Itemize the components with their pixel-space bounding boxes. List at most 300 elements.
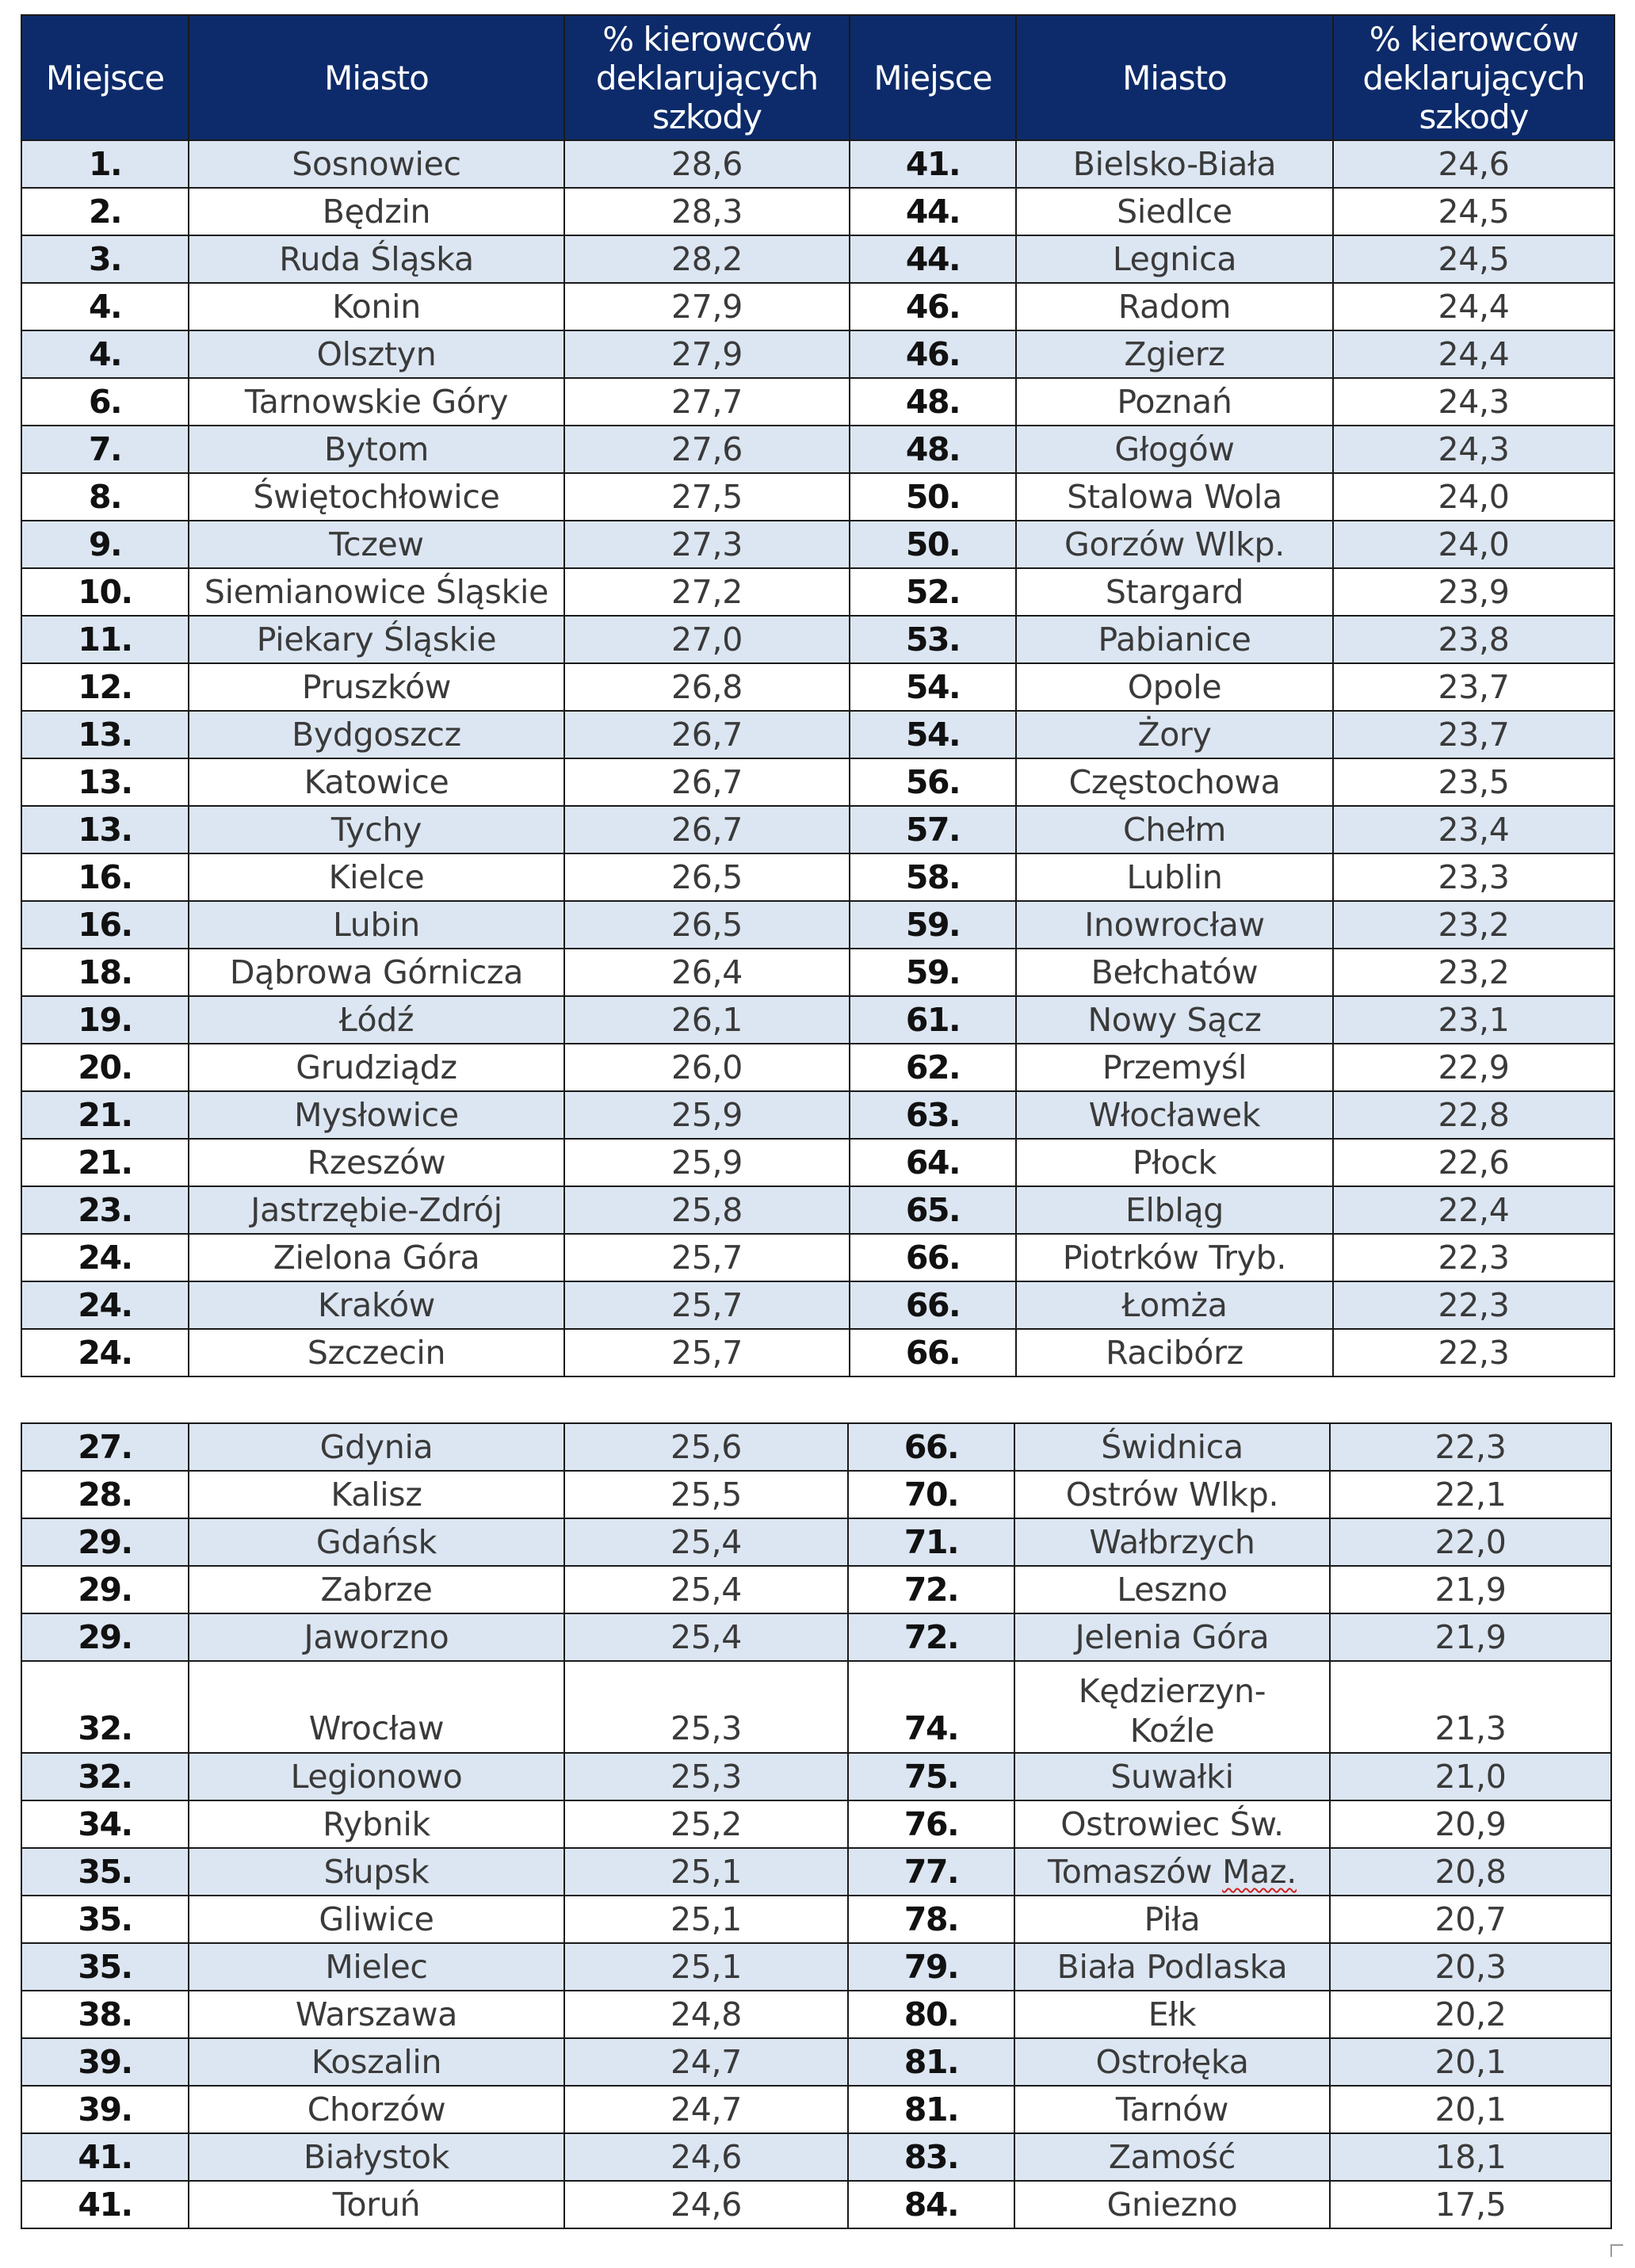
percent-cell: 25,8 [564, 1186, 850, 1234]
percent-cell: 25,1 [564, 1848, 848, 1896]
percent-cell: 23,2 [1333, 901, 1614, 949]
city-cell: Bytom [189, 426, 564, 473]
city-cell: Wrocław [189, 1661, 564, 1753]
city-name-line: Koźle [1129, 1712, 1215, 1750]
percent-cell: 22,3 [1333, 1281, 1614, 1329]
city-cell: Gliwice [189, 1896, 564, 1943]
rank-cell: 50. [850, 521, 1016, 568]
rank-cell: 39. [21, 2038, 189, 2086]
city-cell: Jelenia Góra [1014, 1613, 1330, 1661]
city-cell: Kraków [189, 1281, 564, 1329]
header-rank: Miejsce [850, 15, 1016, 140]
city-cell: Zgierz [1016, 330, 1333, 378]
table-row [21, 378, 1614, 426]
header-percent-line: % kierowców [602, 19, 812, 59]
table-row [21, 1896, 1611, 1943]
percent-cell: 27,2 [564, 568, 850, 616]
percent-cell: 25,1 [564, 1896, 848, 1943]
percent-cell: 20,1 [1330, 2038, 1611, 2086]
rank-cell: 52. [850, 568, 1016, 616]
city-cell: Inowrocław [1016, 901, 1333, 949]
percent-cell: 23,1 [1333, 996, 1614, 1044]
percent-cell: 28,6 [564, 140, 850, 188]
rank-cell: 3. [21, 235, 189, 283]
percent-cell: 25,5 [564, 1471, 848, 1518]
city-cell: Tarnowskie Góry [189, 378, 564, 426]
city-cell: Suwałki [1014, 1753, 1330, 1800]
rank-cell: 21. [21, 1139, 189, 1186]
city-cell [1014, 1661, 1330, 1753]
city-cell: Racibórz [1016, 1329, 1333, 1376]
rank-cell: 35. [21, 1896, 189, 1943]
table-row [21, 663, 1614, 711]
city-cell: Zabrze [189, 1566, 564, 1613]
percent-cell: 24,7 [564, 2038, 848, 2086]
city-cell: Jaworzno [189, 1613, 564, 1661]
percent-cell: 23,4 [1333, 806, 1614, 853]
city-cell: Lubin [189, 901, 564, 949]
rank-cell: 65. [850, 1186, 1016, 1234]
rank-cell: 18. [21, 949, 189, 996]
city-cell: Toruń [189, 2181, 564, 2228]
percent-cell: 27,9 [564, 330, 850, 378]
rank-cell: 2. [21, 188, 189, 235]
rank-cell: 56. [850, 758, 1016, 806]
table-row [21, 1991, 1611, 2038]
table-row [21, 235, 1614, 283]
header-percent [1333, 15, 1614, 140]
rank-cell: 13. [21, 758, 189, 806]
city-cell: Bydgoszcz [189, 711, 564, 758]
percent-cell: 24,4 [1333, 283, 1614, 330]
rank-cell: 62. [850, 1044, 1016, 1091]
table-row [21, 1423, 1611, 1471]
city-cell: Pruszków [189, 663, 564, 711]
percent-cell: 26,0 [564, 1044, 850, 1091]
rank-cell: 12. [21, 663, 189, 711]
rank-cell: 7. [21, 426, 189, 473]
city-cell: Opole [1016, 663, 1333, 711]
city-cell: Dąbrowa Górnicza [189, 949, 564, 996]
percent-cell: 22,4 [1333, 1186, 1614, 1234]
rank-cell: 46. [850, 330, 1016, 378]
percent-cell: 26,8 [564, 663, 850, 711]
city-cell: Mielec [189, 1943, 564, 1991]
city-cell: Stargard [1016, 568, 1333, 616]
table-row [21, 949, 1614, 996]
percent-cell: 25,9 [564, 1091, 850, 1139]
city-cell: Świdnica [1014, 1423, 1330, 1471]
rank-cell: 64. [850, 1139, 1016, 1186]
rank-cell: 72. [848, 1613, 1014, 1661]
table-row [21, 901, 1614, 949]
table-row [21, 2181, 1611, 2228]
table-row [21, 853, 1614, 901]
city-cell: Szczecin [189, 1329, 564, 1376]
percent-cell: 20,2 [1330, 1991, 1611, 2038]
ranking-table-bottom [21, 1422, 1612, 2229]
percent-cell: 26,7 [564, 806, 850, 853]
table-row [21, 1471, 1611, 1518]
rank-cell: 70. [848, 1471, 1014, 1518]
rank-cell: 29. [21, 1566, 189, 1613]
percent-cell: 21,3 [1330, 1661, 1611, 1753]
percent-cell: 28,3 [564, 188, 850, 235]
table-row [21, 283, 1614, 330]
percent-cell: 25,4 [564, 1613, 848, 1661]
percent-cell: 27,0 [564, 616, 850, 663]
rank-cell: 10. [21, 568, 189, 616]
city-cell: Ostrów Wlkp. [1014, 1471, 1330, 1518]
city-cell: Płock [1016, 1139, 1333, 1186]
city-cell: Koszalin [189, 2038, 564, 2086]
city-cell: Legionowo [189, 1753, 564, 1800]
rank-cell: 48. [850, 378, 1016, 426]
ranking-table-top [21, 14, 1615, 1377]
table-row [21, 521, 1614, 568]
city-cell: Słupsk [189, 1848, 564, 1896]
rank-cell: 57. [850, 806, 1016, 853]
percent-cell: 27,6 [564, 426, 850, 473]
percent-cell: 24,0 [1333, 521, 1614, 568]
percent-cell: 22,3 [1333, 1234, 1614, 1281]
table-row [21, 1091, 1614, 1139]
city-cell: Ruda Śląska [189, 235, 564, 283]
city-cell: Ostrowiec Św. [1014, 1800, 1330, 1848]
table-row [21, 2038, 1611, 2086]
rank-cell: 76. [848, 1800, 1014, 1848]
rank-cell: 13. [21, 711, 189, 758]
city-cell: Tczew [189, 521, 564, 568]
table-row [21, 1234, 1614, 1281]
percent-cell: 20,7 [1330, 1896, 1611, 1943]
percent-cell: 27,9 [564, 283, 850, 330]
rank-cell: 29. [21, 1518, 189, 1566]
city-cell: Radom [1016, 283, 1333, 330]
percent-cell: 26,7 [564, 758, 850, 806]
rank-cell: 77. [848, 1848, 1014, 1896]
header-percent-line: szkody [652, 97, 762, 136]
rank-cell: 16. [21, 901, 189, 949]
percent-cell: 25,3 [564, 1661, 848, 1753]
table-row [21, 1800, 1611, 1848]
table-row [21, 1613, 1611, 1661]
percent-cell: 22,0 [1330, 1518, 1611, 1566]
rank-cell: 4. [21, 330, 189, 378]
percent-cell: 26,5 [564, 901, 850, 949]
percent-cell: 24,3 [1333, 426, 1614, 473]
city-cell: Siedlce [1016, 188, 1333, 235]
percent-cell: 17,5 [1330, 2181, 1611, 2228]
header-city: Miasto [1016, 15, 1333, 140]
percent-cell: 23,9 [1333, 568, 1614, 616]
city-cell: Legnica [1016, 235, 1333, 283]
rank-cell: 54. [850, 663, 1016, 711]
rank-cell: 75. [848, 1753, 1014, 1800]
percent-cell: 22,6 [1333, 1139, 1614, 1186]
city-cell: Biała Podlaska [1014, 1943, 1330, 1991]
rank-cell: 79. [848, 1943, 1014, 1991]
rank-cell: 28. [21, 1471, 189, 1518]
header-percent-line: % kierowców [1369, 19, 1579, 59]
rank-cell: 19. [21, 996, 189, 1044]
city-cell: Tarnów [1014, 2086, 1330, 2133]
table-row [21, 2133, 1611, 2181]
table-row [21, 996, 1614, 1044]
city-cell: Rybnik [189, 1800, 564, 1848]
percent-cell: 25,7 [564, 1329, 850, 1376]
percent-cell: 22,3 [1333, 1329, 1614, 1376]
rank-cell: 66. [850, 1281, 1016, 1329]
rank-cell: 24. [21, 1281, 189, 1329]
percent-cell: 23,8 [1333, 616, 1614, 663]
table-row [21, 568, 1614, 616]
rank-cell: 35. [21, 1848, 189, 1896]
city-cell: Sosnowiec [189, 140, 564, 188]
city-cell: Gdańsk [189, 1518, 564, 1566]
rank-cell: 48. [850, 426, 1016, 473]
city-cell: Nowy Sącz [1016, 996, 1333, 1044]
rank-cell: 27. [21, 1423, 189, 1471]
rank-cell: 41. [21, 2133, 189, 2181]
rank-cell: 9. [21, 521, 189, 568]
table-row [21, 1848, 1611, 1896]
city-cell: Łódź [189, 996, 564, 1044]
percent-cell: 22,1 [1330, 1471, 1611, 1518]
rank-cell: 35. [21, 1943, 189, 1991]
table-row [21, 758, 1614, 806]
table-row [21, 473, 1614, 521]
rank-cell: 11. [21, 616, 189, 663]
rank-cell: 53. [850, 616, 1016, 663]
percent-cell: 24,8 [564, 1991, 848, 2038]
percent-cell: 24,5 [1333, 235, 1614, 283]
table-row [21, 188, 1614, 235]
rank-cell: 24. [21, 1329, 189, 1376]
city-cell: Łomża [1016, 1281, 1333, 1329]
percent-cell: 26,5 [564, 853, 850, 901]
city-cell: Pabianice [1016, 616, 1333, 663]
rank-cell: 23. [21, 1186, 189, 1234]
header-percent-line: szkody [1419, 97, 1529, 136]
percent-cell: 27,5 [564, 473, 850, 521]
percent-cell: 25,9 [564, 1139, 850, 1186]
percent-cell: 28,2 [564, 235, 850, 283]
table-row [21, 1186, 1614, 1234]
percent-cell: 25,7 [564, 1234, 850, 1281]
city-cell: Gorzów Wlkp. [1016, 521, 1333, 568]
rank-cell: 44. [850, 188, 1016, 235]
rank-cell: 81. [848, 2038, 1014, 2086]
city-cell: Ostrołęka [1014, 2038, 1330, 2086]
city-cell: Kalisz [189, 1471, 564, 1518]
percent-cell: 23,5 [1333, 758, 1614, 806]
table-row [21, 1753, 1611, 1800]
rank-cell: 4. [21, 283, 189, 330]
city-cell: Tychy [189, 806, 564, 853]
percent-cell: 25,1 [564, 1943, 848, 1991]
header-percent [564, 15, 850, 140]
rank-cell: 78. [848, 1896, 1014, 1943]
rank-cell: 16. [21, 853, 189, 901]
percent-cell: 24,5 [1333, 188, 1614, 235]
percent-cell: 24,7 [564, 2086, 848, 2133]
table-row [21, 616, 1614, 663]
rank-cell: 66. [850, 1329, 1016, 1376]
city-cell: Żory [1016, 711, 1333, 758]
percent-cell: 23,7 [1333, 663, 1614, 711]
percent-cell: 18,1 [1330, 2133, 1611, 2181]
city-cell: Poznań [1016, 378, 1333, 426]
rank-cell: 44. [850, 235, 1016, 283]
percent-cell: 24,6 [1333, 140, 1614, 188]
percent-cell: 24,4 [1333, 330, 1614, 378]
city-cell: Zamość [1014, 2133, 1330, 2181]
rank-cell: 66. [848, 1423, 1014, 1471]
table-row [21, 140, 1614, 188]
city-cell: Chełm [1016, 806, 1333, 853]
spellcheck-underlined-word: Maz. [1222, 1853, 1297, 1891]
city-cell: Lublin [1016, 853, 1333, 901]
percent-cell: 21,9 [1330, 1613, 1611, 1661]
page-corner-mark [1610, 2244, 1623, 2257]
percent-cell: 22,8 [1333, 1091, 1614, 1139]
percent-cell: 25,4 [564, 1518, 848, 1566]
percent-cell: 25,6 [564, 1423, 848, 1471]
header-percent-line: deklarujących [1362, 58, 1585, 97]
city-cell: Konin [189, 283, 564, 330]
percent-cell: 26,1 [564, 996, 850, 1044]
percent-cell: 24,3 [1333, 378, 1614, 426]
rank-cell: 83. [848, 2133, 1014, 2181]
rank-cell: 6. [21, 378, 189, 426]
percent-cell: 27,7 [564, 378, 850, 426]
table-row [21, 1566, 1611, 1613]
table-row [21, 1661, 1611, 1753]
percent-cell: 25,4 [564, 1566, 848, 1613]
rank-cell: 29. [21, 1613, 189, 1661]
city-cell: Mysłowice [189, 1091, 564, 1139]
rank-cell: 8. [21, 473, 189, 521]
rank-cell: 59. [850, 901, 1016, 949]
header-rank: Miejsce [21, 15, 189, 140]
city-cell: Świętochłowice [189, 473, 564, 521]
city-cell: Będzin [189, 188, 564, 235]
rank-cell: 72. [848, 1566, 1014, 1613]
header-row [21, 15, 1614, 140]
percent-cell: 26,7 [564, 711, 850, 758]
city-cell: Włocławek [1016, 1091, 1333, 1139]
city-cell: Stalowa Wola [1016, 473, 1333, 521]
percent-cell: 25,2 [564, 1800, 848, 1848]
percent-cell: 22,3 [1330, 1423, 1611, 1471]
city-cell: Grudziądz [189, 1044, 564, 1091]
city-name-part: Tomaszów [1048, 1853, 1213, 1891]
percent-cell: 20,1 [1330, 2086, 1611, 2133]
table-row [21, 1329, 1614, 1376]
table-row [21, 1943, 1611, 1991]
percent-cell: 24,6 [564, 2181, 848, 2228]
table-row [21, 426, 1614, 473]
percent-cell: 23,2 [1333, 949, 1614, 996]
percent-cell: 27,3 [564, 521, 850, 568]
city-cell: Głogów [1016, 426, 1333, 473]
city-cell: Ełk [1014, 1991, 1330, 2038]
rank-cell: 32. [21, 1753, 189, 1800]
city-cell: Kielce [189, 853, 564, 901]
percent-cell: 24,0 [1333, 473, 1614, 521]
table-row [21, 1518, 1611, 1566]
city-cell: Piekary Śląskie [189, 616, 564, 663]
percent-cell: 25,7 [564, 1281, 850, 1329]
table-row [21, 2086, 1611, 2133]
city-cell: Gdynia [189, 1423, 564, 1471]
rank-cell: 80. [848, 1991, 1014, 2038]
header-percent-line: deklarujących [595, 58, 819, 97]
percent-cell: 20,9 [1330, 1800, 1611, 1848]
percent-cell: 21,0 [1330, 1753, 1611, 1800]
city-cell: Olsztyn [189, 330, 564, 378]
city-cell: Warszawa [189, 1991, 564, 2038]
table-row [21, 1044, 1614, 1091]
table-row [21, 330, 1614, 378]
percent-cell: 26,4 [564, 949, 850, 996]
percent-cell: 20,8 [1330, 1848, 1611, 1896]
rank-cell: 46. [850, 283, 1016, 330]
city-cell: Wałbrzych [1014, 1518, 1330, 1566]
rank-cell: 66. [850, 1234, 1016, 1281]
city-cell: Elbląg [1016, 1186, 1333, 1234]
city-cell [1014, 1848, 1330, 1896]
rank-cell: 74. [848, 1661, 1014, 1753]
city-cell: Piła [1014, 1896, 1330, 1943]
city-cell: Chorzów [189, 2086, 564, 2133]
rank-cell: 39. [21, 2086, 189, 2133]
rank-cell: 32. [21, 1661, 189, 1753]
percent-cell: 21,9 [1330, 1566, 1611, 1613]
city-cell: Białystok [189, 2133, 564, 2181]
percent-cell: 23,3 [1333, 853, 1614, 901]
city-cell: Bielsko-Biała [1016, 140, 1333, 188]
city-cell: Bełchatów [1016, 949, 1333, 996]
rank-cell: 84. [848, 2181, 1014, 2228]
percent-cell: 25,3 [564, 1753, 848, 1800]
city-name-line: Kędzierzyn- [1078, 1672, 1266, 1710]
city-cell: Leszno [1014, 1566, 1330, 1613]
percent-cell: 23,7 [1333, 711, 1614, 758]
city-cell: Rzeszów [189, 1139, 564, 1186]
city-cell: Jastrzębie-Zdrój [189, 1186, 564, 1234]
percent-cell: 20,3 [1330, 1943, 1611, 1991]
rank-cell: 21. [21, 1091, 189, 1139]
rank-cell: 41. [21, 2181, 189, 2228]
percent-cell: 24,6 [564, 2133, 848, 2181]
rank-cell: 58. [850, 853, 1016, 901]
rank-cell: 1. [21, 140, 189, 188]
rank-cell: 59. [850, 949, 1016, 996]
city-cell: Katowice [189, 758, 564, 806]
table-row [21, 806, 1614, 853]
city-cell: Piotrków Tryb. [1016, 1234, 1333, 1281]
rank-cell: 41. [850, 140, 1016, 188]
table-row [21, 711, 1614, 758]
rank-cell: 71. [848, 1518, 1014, 1566]
rank-cell: 81. [848, 2086, 1014, 2133]
rank-cell: 54. [850, 711, 1016, 758]
rank-cell: 24. [21, 1234, 189, 1281]
rank-cell: 20. [21, 1044, 189, 1091]
city-cell: Zielona Góra [189, 1234, 564, 1281]
